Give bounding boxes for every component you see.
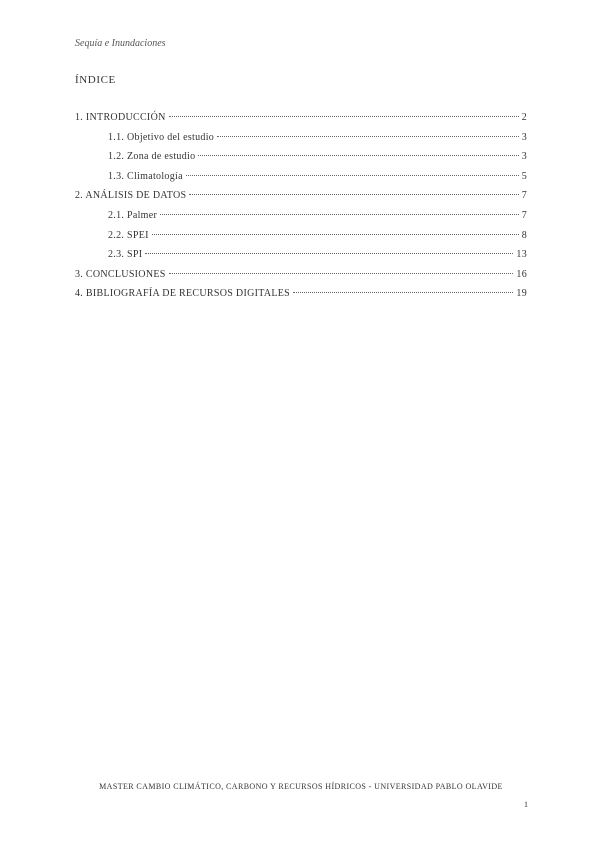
toc-entry-label: 1.2. Zona de estudio [108,151,196,163]
toc-entry-climatologia[interactable] [75,171,527,191]
toc-leader-dots [189,194,518,195]
toc-entry-page: 7 [521,190,527,202]
toc-entry-label: 2.3. SPI [108,249,143,261]
toc-entry-objetivo[interactable] [75,132,527,152]
toc-entry-page: 19 [516,288,527,300]
toc-leader-dots [145,253,513,254]
toc-title: ÍNDICE [75,74,116,86]
toc-leader-dots [169,116,519,117]
page-number: 1 [524,800,528,809]
toc-entry-label: 1. INTRODUCCIÓN [75,112,166,123]
toc-entry-analisis[interactable] [75,190,527,210]
toc-leader-dots [169,273,514,274]
toc-leader-dots [186,175,519,176]
toc-entry-bibliografia[interactable] [75,288,527,308]
toc-entry-page: 7 [521,209,527,221]
toc-entry-page: 5 [521,170,527,182]
toc-entry-zona[interactable] [75,151,527,171]
toc-entry-conclusiones[interactable] [75,269,527,289]
toc-entry-label: 2. ANÁLISIS DE DATOS [75,190,187,202]
toc-leader-dots [198,155,518,156]
toc-entry-introduccion[interactable] [75,112,527,132]
toc-leader-dots [160,214,519,215]
toc-entry-page: 2 [521,112,527,123]
toc-entry-spi[interactable] [75,249,527,269]
toc-entry-page: 3 [521,131,527,143]
toc-entry-page: 8 [521,229,527,241]
toc-entry-label: 2.2. SPEI [108,229,149,241]
toc-leader-dots [217,136,519,137]
toc-entry-label: 4. BIBLIOGRAFÍA DE RECURSOS DIGITALES [75,288,291,300]
toc-entry-spei[interactable] [75,230,527,250]
page-footer: MASTER CAMBIO CLIMÁTICO, CARBONO Y RECURSOS HÍDRICOS - UNIVERSIDAD PABLO OLAVIDE [99,782,503,791]
table-of-contents [75,112,527,308]
toc-entry-label: 3. CONCLUSIONES [75,268,166,280]
toc-entry-page: 13 [516,249,527,261]
toc-entry-palmer[interactable] [75,210,527,230]
toc-leader-dots [293,292,513,293]
toc-entry-page: 16 [516,268,527,280]
toc-leader-dots [152,234,519,235]
toc-entry-page: 3 [521,151,527,163]
running-header: Sequía e Inundaciones [75,38,166,49]
toc-entry-label: 2.1. Palmer [108,209,158,221]
toc-entry-label: 1.1. Objetivo del estudio [108,131,215,143]
toc-entry-label: 1.3. Climatología [108,170,183,182]
